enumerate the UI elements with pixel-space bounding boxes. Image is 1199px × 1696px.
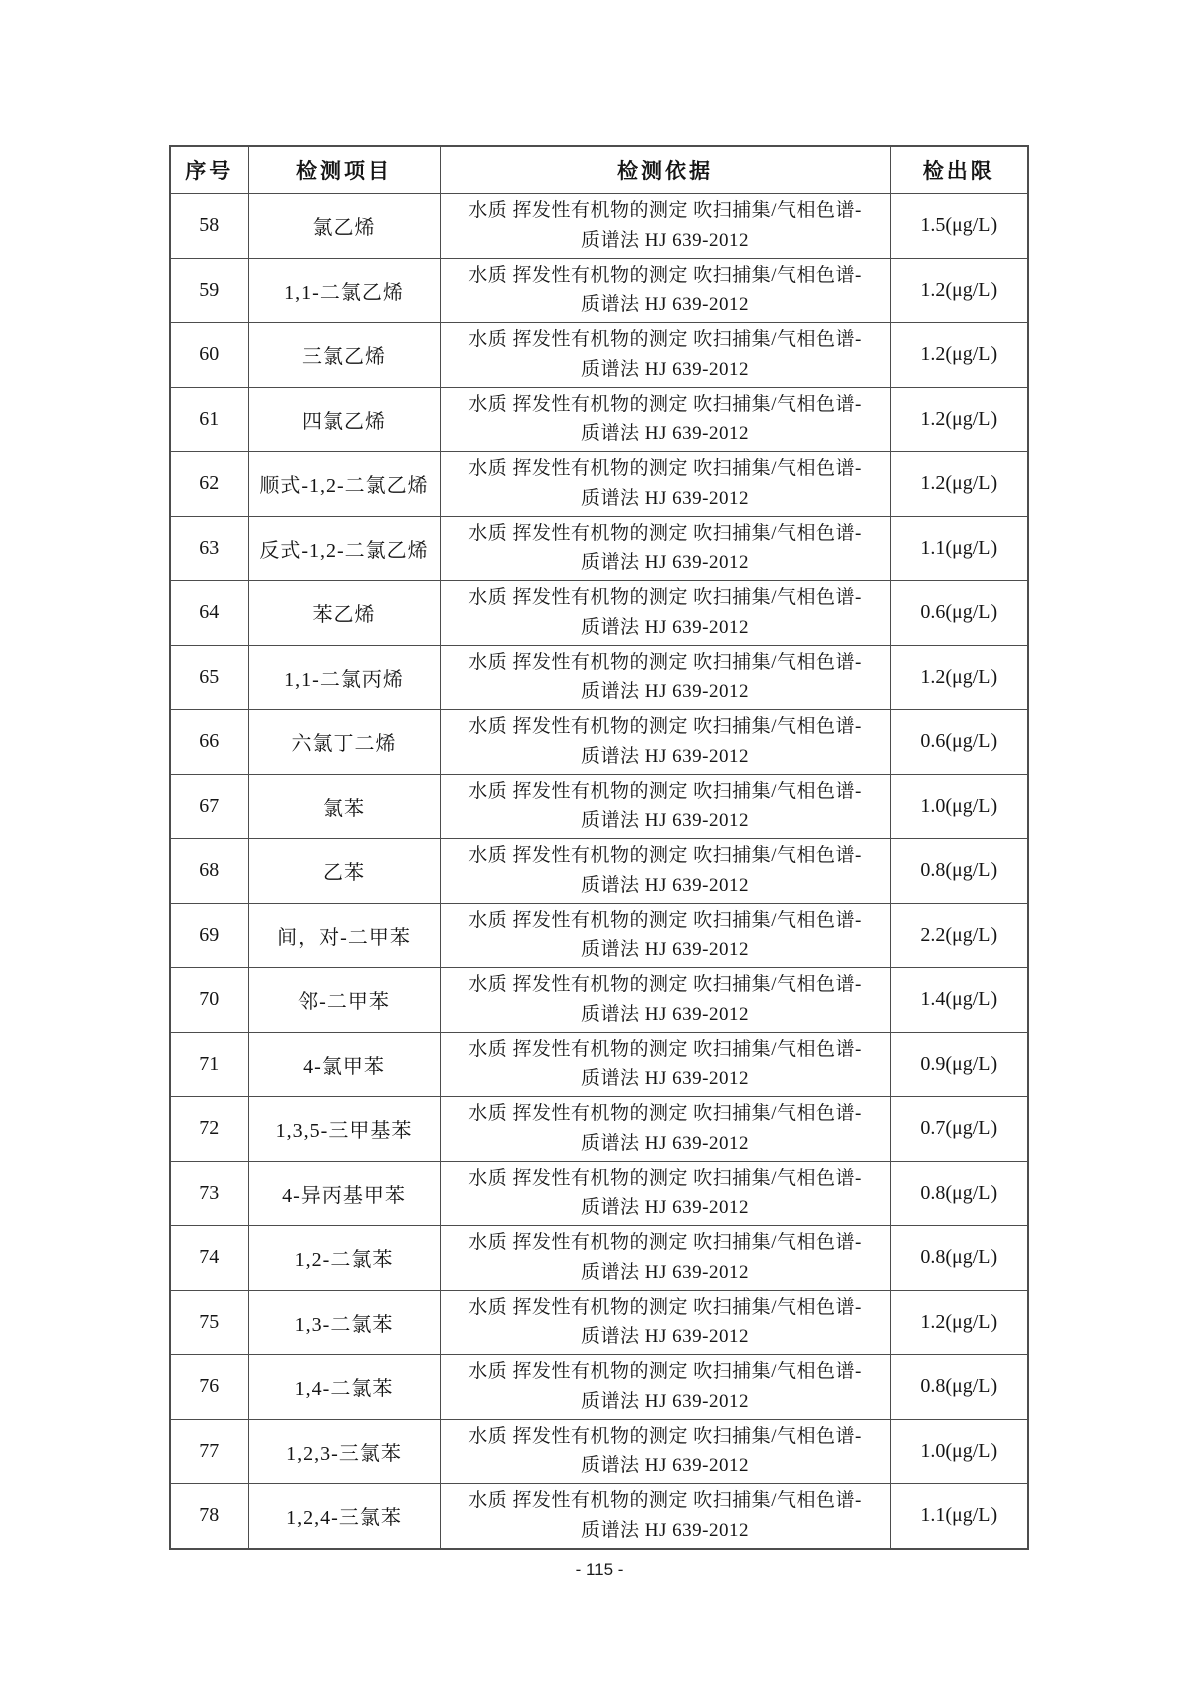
table-row: [170, 645, 1028, 710]
test-basis-line2: 质谱法 HJ 639-2012: [581, 1068, 749, 1090]
test-basis-cell: [440, 452, 890, 517]
detection-limit-cell: 1.2(μg/L): [890, 258, 1028, 323]
test-basis-line1: 水质 挥发性有机物的测定 吹扫捕集/气相色谱-: [468, 1361, 862, 1383]
test-basis-cell: [440, 839, 890, 904]
test-basis-cell: [440, 968, 890, 1033]
table-row: [170, 323, 1028, 388]
detection-limit-cell: 1.0(μg/L): [890, 774, 1028, 839]
serial-no-cell: 60: [170, 323, 248, 388]
table-row: [170, 968, 1028, 1033]
detection-limit-cell: 0.9(μg/L): [890, 1032, 1028, 1097]
test-basis-cell: [440, 903, 890, 968]
table-row: [170, 1097, 1028, 1162]
test-item-cell: 乙苯: [248, 839, 440, 904]
table-body: [170, 194, 1028, 1549]
table-row: [170, 581, 1028, 646]
serial-no-cell: 74: [170, 1226, 248, 1291]
test-basis-cell: [440, 1097, 890, 1162]
test-item-cell: 苯乙烯: [248, 581, 440, 646]
test-item-cell: 四氯乙烯: [248, 387, 440, 452]
test-basis-line2: 质谱法 HJ 639-2012: [581, 1261, 749, 1283]
serial-no-cell: 76: [170, 1355, 248, 1420]
detection-limit-cell: 0.8(μg/L): [890, 1355, 1028, 1420]
test-item-cell: 1,4-二氯苯: [248, 1355, 440, 1420]
test-item-cell: 顺式-1,2-二氯乙烯: [248, 452, 440, 517]
test-basis-line2: 质谱法 HJ 639-2012: [581, 745, 749, 767]
test-basis-line1: 水质 挥发性有机物的测定 吹扫捕集/气相色谱-: [468, 1425, 862, 1447]
test-basis-cell: [440, 1419, 890, 1484]
detection-limit-cell: 0.8(μg/L): [890, 839, 1028, 904]
table-row: [170, 194, 1028, 259]
test-basis-line2: 质谱法 HJ 639-2012: [581, 423, 749, 445]
table-row: [170, 839, 1028, 904]
test-basis-line2: 质谱法 HJ 639-2012: [581, 1326, 749, 1348]
serial-no-cell: 63: [170, 516, 248, 581]
serial-no-cell: 66: [170, 710, 248, 775]
test-basis-line2: 质谱法 HJ 639-2012: [581, 1003, 749, 1025]
test-basis-line1: 水质 挥发性有机物的测定 吹扫捕集/气相色谱-: [468, 587, 862, 609]
test-basis-line2: 质谱法 HJ 639-2012: [581, 552, 749, 574]
detection-limit-cell: 1.2(μg/L): [890, 1290, 1028, 1355]
test-basis-cell: [440, 1226, 890, 1291]
table-row: [170, 452, 1028, 517]
table-row: [170, 516, 1028, 581]
serial-no-cell: 73: [170, 1161, 248, 1226]
test-basis-cell: [440, 194, 890, 259]
serial-no-cell: 78: [170, 1484, 248, 1549]
detection-limit-cell: 0.6(μg/L): [890, 710, 1028, 775]
detection-limit-cell: 0.6(μg/L): [890, 581, 1028, 646]
table-header-row: [170, 146, 1028, 194]
detection-limit-cell: 1.2(μg/L): [890, 645, 1028, 710]
test-basis-line1: 水质 挥发性有机物的测定 吹扫捕集/气相色谱-: [468, 651, 862, 673]
serial-no-cell: 77: [170, 1419, 248, 1484]
test-basis-line1: 水质 挥发性有机物的测定 吹扫捕集/气相色谱-: [468, 1232, 862, 1254]
test-basis-line2: 质谱法 HJ 639-2012: [581, 1519, 749, 1541]
test-basis-cell: [440, 1032, 890, 1097]
detection-limit-cell: 1.2(μg/L): [890, 323, 1028, 388]
table-row: [170, 710, 1028, 775]
detection-limit-cell: 0.8(μg/L): [890, 1226, 1028, 1291]
test-basis-line1: 水质 挥发性有机物的测定 吹扫捕集/气相色谱-: [468, 974, 862, 996]
test-item-cell: 1,2,4-三氯苯: [248, 1484, 440, 1549]
test-basis-line1: 水质 挥发性有机物的测定 吹扫捕集/气相色谱-: [468, 1167, 862, 1189]
serial-no-cell: 67: [170, 774, 248, 839]
column-header-test-item: 检测项目: [248, 146, 440, 194]
test-basis-line2: 质谱法 HJ 639-2012: [581, 616, 749, 638]
test-basis-line2: 质谱法 HJ 639-2012: [581, 681, 749, 703]
test-basis-line2: 质谱法 HJ 639-2012: [581, 810, 749, 832]
table-row: [170, 258, 1028, 323]
test-item-cell: 4-氯甲苯: [248, 1032, 440, 1097]
test-item-cell: 邻-二甲苯: [248, 968, 440, 1033]
test-basis-line1: 水质 挥发性有机物的测定 吹扫捕集/气相色谱-: [468, 716, 862, 738]
column-header-detection-limit: 检出限: [890, 146, 1028, 194]
test-basis-cell: [440, 1161, 890, 1226]
test-basis-line1: 水质 挥发性有机物的测定 吹扫捕集/气相色谱-: [468, 200, 862, 222]
test-item-cell: 1,3,5-三甲基苯: [248, 1097, 440, 1162]
detection-limit-cell: 1.4(μg/L): [890, 968, 1028, 1033]
column-header-serial-no: 序号: [170, 146, 248, 194]
test-basis-cell: [440, 581, 890, 646]
test-basis-line1: 水质 挥发性有机物的测定 吹扫捕集/气相色谱-: [468, 1103, 862, 1125]
serial-no-cell: 64: [170, 581, 248, 646]
test-basis-line2: 质谱法 HJ 639-2012: [581, 294, 749, 316]
test-basis-line2: 质谱法 HJ 639-2012: [581, 874, 749, 896]
serial-no-cell: 68: [170, 839, 248, 904]
test-basis-line1: 水质 挥发性有机物的测定 吹扫捕集/气相色谱-: [468, 780, 862, 802]
test-basis-line2: 质谱法 HJ 639-2012: [581, 1132, 749, 1154]
detection-limit-cell: 0.7(μg/L): [890, 1097, 1028, 1162]
table-row: [170, 774, 1028, 839]
test-basis-cell: [440, 645, 890, 710]
table-row: [170, 387, 1028, 452]
table-row: [170, 1032, 1028, 1097]
test-basis-line1: 水质 挥发性有机物的测定 吹扫捕集/气相色谱-: [468, 264, 862, 286]
test-basis-line1: 水质 挥发性有机物的测定 吹扫捕集/气相色谱-: [468, 1296, 862, 1318]
detection-limit-cell: 1.2(μg/L): [890, 452, 1028, 517]
table-row: [170, 1484, 1028, 1549]
test-basis-cell: [440, 516, 890, 581]
test-item-cell: 1,3-二氯苯: [248, 1290, 440, 1355]
table-row: [170, 1419, 1028, 1484]
detection-limit-cell: 2.2(μg/L): [890, 903, 1028, 968]
test-basis-cell: [440, 1355, 890, 1420]
test-basis-line1: 水质 挥发性有机物的测定 吹扫捕集/气相色谱-: [468, 522, 862, 544]
detection-limit-cell: 1.1(μg/L): [890, 516, 1028, 581]
test-item-cell: 反式-1,2-二氯乙烯: [248, 516, 440, 581]
test-basis-line1: 水质 挥发性有机物的测定 吹扫捕集/气相色谱-: [468, 393, 862, 415]
test-item-cell: 1,2,3-三氯苯: [248, 1419, 440, 1484]
test-item-cell: 氯苯: [248, 774, 440, 839]
test-basis-line1: 水质 挥发性有机物的测定 吹扫捕集/气相色谱-: [468, 1038, 862, 1060]
test-basis-cell: [440, 774, 890, 839]
test-basis-line2: 质谱法 HJ 639-2012: [581, 1197, 749, 1219]
serial-no-cell: 71: [170, 1032, 248, 1097]
serial-no-cell: 59: [170, 258, 248, 323]
test-basis-line1: 水质 挥发性有机物的测定 吹扫捕集/气相色谱-: [468, 909, 862, 931]
table-row: [170, 1290, 1028, 1355]
test-basis-line1: 水质 挥发性有机物的测定 吹扫捕集/气相色谱-: [468, 329, 862, 351]
test-basis-cell: [440, 258, 890, 323]
test-basis-line2: 质谱法 HJ 639-2012: [581, 358, 749, 380]
test-basis-line2: 质谱法 HJ 639-2012: [581, 1390, 749, 1412]
detection-limit-cell: 0.8(μg/L): [890, 1161, 1028, 1226]
test-item-cell: 4-异丙基甲苯: [248, 1161, 440, 1226]
test-basis-line1: 水质 挥发性有机物的测定 吹扫捕集/气相色谱-: [468, 845, 862, 867]
test-item-cell: 氯乙烯: [248, 194, 440, 259]
test-basis-cell: [440, 710, 890, 775]
table-row: [170, 1161, 1028, 1226]
test-basis-line2: 质谱法 HJ 639-2012: [581, 229, 749, 251]
serial-no-cell: 75: [170, 1290, 248, 1355]
test-basis-cell: [440, 1484, 890, 1549]
serial-no-cell: 62: [170, 452, 248, 517]
detection-limit-cell: 1.1(μg/L): [890, 1484, 1028, 1549]
detection-limit-cell: 1.2(μg/L): [890, 387, 1028, 452]
test-basis-line2: 质谱法 HJ 639-2012: [581, 1455, 749, 1477]
table-row: [170, 1355, 1028, 1420]
detection-limit-cell: 1.5(μg/L): [890, 194, 1028, 259]
test-basis-line1: 水质 挥发性有机物的测定 吹扫捕集/气相色谱-: [468, 1490, 862, 1512]
serial-no-cell: 61: [170, 387, 248, 452]
serial-no-cell: 58: [170, 194, 248, 259]
table-row: [170, 1226, 1028, 1291]
column-header-test-basis: 检测依据: [440, 146, 890, 194]
test-item-cell: 三氯乙烯: [248, 323, 440, 388]
table-row: [170, 903, 1028, 968]
serial-no-cell: 70: [170, 968, 248, 1033]
page-number: - 115 -: [575, 1560, 624, 1579]
serial-no-cell: 69: [170, 903, 248, 968]
test-item-cell: 1,2-二氯苯: [248, 1226, 440, 1291]
serial-no-cell: 65: [170, 645, 248, 710]
detection-methods-table: [169, 145, 1029, 1550]
table-header: [170, 146, 1028, 194]
serial-no-cell: 72: [170, 1097, 248, 1162]
test-item-cell: 间，对-二甲苯: [248, 903, 440, 968]
test-item-cell: 六氯丁二烯: [248, 710, 440, 775]
test-basis-line2: 质谱法 HJ 639-2012: [581, 939, 749, 961]
test-basis-cell: [440, 323, 890, 388]
detection-limit-cell: 1.0(μg/L): [890, 1419, 1028, 1484]
test-basis-line1: 水质 挥发性有机物的测定 吹扫捕集/气相色谱-: [468, 458, 862, 480]
test-basis-cell: [440, 1290, 890, 1355]
test-item-cell: 1,1-二氯乙烯: [248, 258, 440, 323]
test-basis-cell: [440, 387, 890, 452]
test-basis-line2: 质谱法 HJ 639-2012: [581, 487, 749, 509]
test-item-cell: 1,1-二氯丙烯: [248, 645, 440, 710]
